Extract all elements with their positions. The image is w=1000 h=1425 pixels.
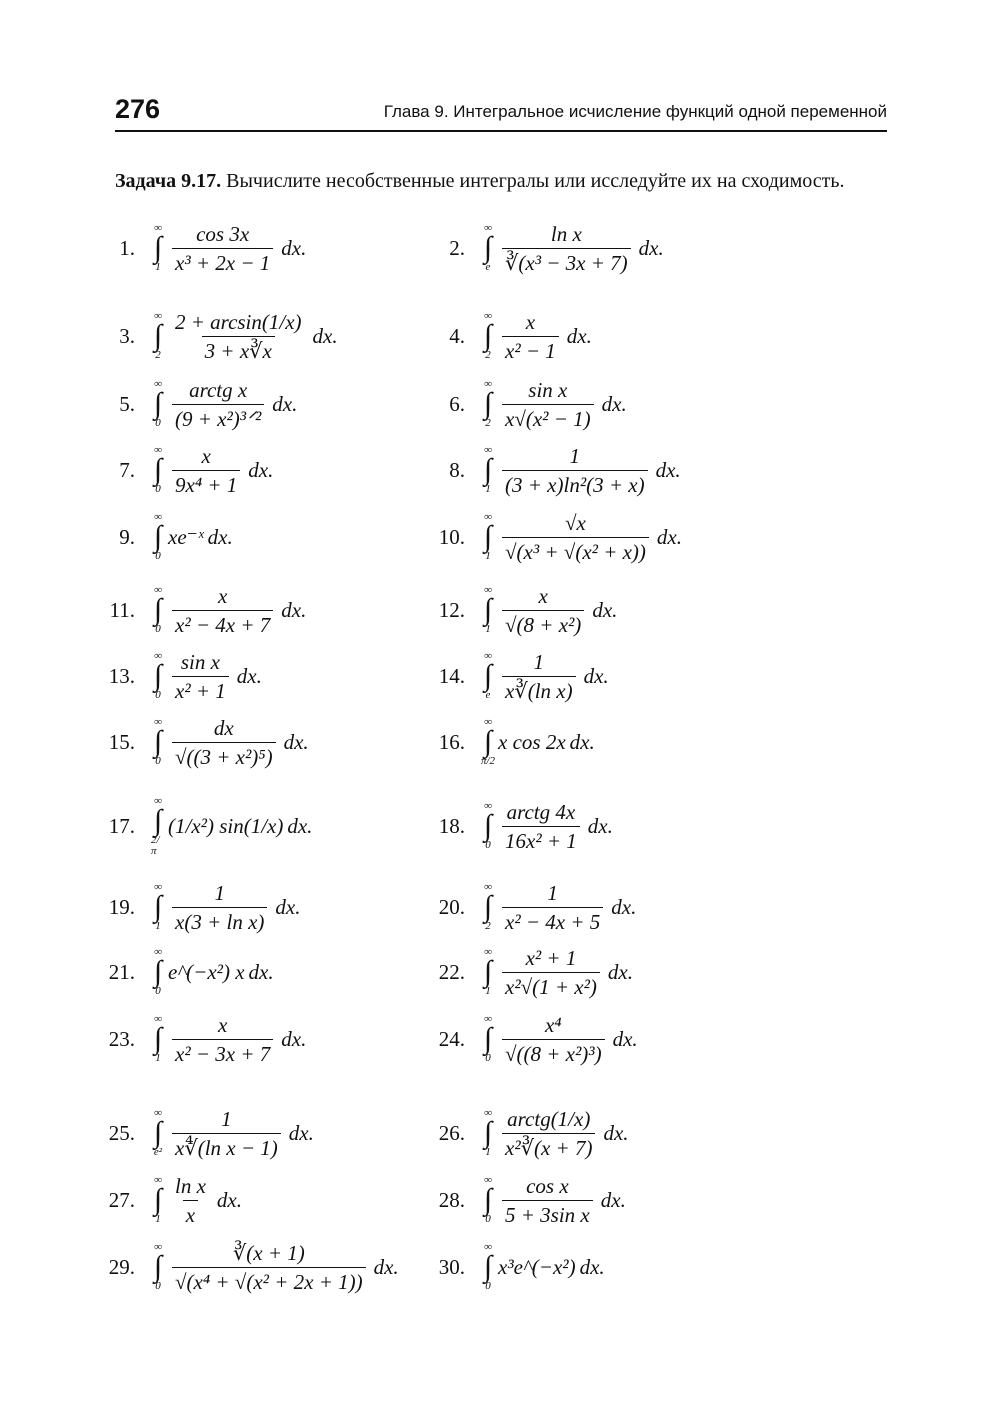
- integral-symbol: ∫: [483, 1022, 493, 1055]
- problem-item: [425, 801, 613, 851]
- lower-limit: 1: [155, 1213, 161, 1225]
- task-label: Задача 9.17.: [115, 170, 222, 192]
- problem-number: 18.: [438, 813, 465, 838]
- differential: dx.: [283, 729, 309, 754]
- problem-number: 26.: [438, 1120, 465, 1145]
- integral-symbol: ∫: [483, 319, 493, 352]
- fraction-numerator: 1: [569, 443, 581, 468]
- fraction-denominator: x² − 4x + 5: [502, 907, 603, 934]
- upper-limit: ∞: [154, 584, 162, 596]
- integral-symbol: ∫: [153, 1116, 163, 1149]
- lower-limit: e: [485, 261, 491, 273]
- problem-number: 27.: [108, 1187, 135, 1212]
- lower-limit: 0: [155, 985, 161, 997]
- problem-number: 21.: [108, 959, 135, 984]
- fraction-denominator: x: [183, 1200, 198, 1227]
- problem-item: [95, 1175, 242, 1225]
- upper-limit: ∞: [484, 650, 492, 662]
- integral-sign: [151, 379, 165, 429]
- problem-item: [425, 512, 682, 562]
- problem-item: [95, 794, 313, 857]
- fraction-numerator: ∛(x + 1): [232, 1240, 305, 1265]
- upper-limit: ∞: [154, 1174, 162, 1186]
- problem-number: 5.: [119, 391, 135, 416]
- problem-item: [425, 651, 609, 701]
- upper-limit: ∞: [154, 511, 162, 523]
- fraction-denominator: √(x⁴ + √(x² + 2x + 1)): [172, 1267, 366, 1294]
- integral-sign: [151, 1108, 165, 1158]
- fraction-numerator: cos 3x: [196, 221, 250, 246]
- problem-item: [95, 651, 262, 701]
- problem-item: [425, 947, 633, 997]
- integral-symbol: ∫: [483, 593, 493, 626]
- integrand-expression: (1/x²) sin(1/x): [168, 813, 284, 838]
- upper-limit: ∞: [154, 378, 162, 390]
- lower-limit: 0: [155, 689, 161, 701]
- upper-limit: ∞: [154, 1107, 162, 1119]
- fraction-numerator: ln x: [550, 221, 582, 246]
- differential: dx.: [236, 663, 262, 688]
- task-statement: [115, 168, 887, 194]
- integral-symbol: ∫: [153, 955, 163, 988]
- fraction: [502, 650, 576, 703]
- lower-limit: 0: [155, 550, 161, 562]
- integrand-expression: x³e^(−x²): [498, 1254, 576, 1279]
- fraction-denominator: √((3 + x²)⁵): [172, 742, 276, 769]
- integral-sign: [481, 801, 495, 851]
- differential: dx.: [207, 524, 233, 549]
- integral-symbol: ∫: [153, 890, 163, 923]
- upper-limit: ∞: [484, 584, 492, 596]
- fraction-numerator: sin x: [528, 377, 568, 402]
- problem-item: [425, 882, 636, 932]
- integral-symbol: ∫: [483, 1250, 493, 1283]
- integral-sign: [151, 311, 165, 361]
- integral-sign: [151, 651, 165, 701]
- fraction: [172, 1174, 209, 1227]
- problem-item: [425, 1175, 626, 1225]
- fraction: [502, 444, 648, 497]
- fraction-numerator: x: [217, 1012, 228, 1037]
- integral-sign: [481, 585, 495, 635]
- problem-item: [425, 1242, 605, 1292]
- lower-limit: 0: [485, 1052, 491, 1064]
- fraction-numerator: √x: [565, 510, 586, 535]
- upper-limit: ∞: [154, 1013, 162, 1025]
- upper-limit: ∞: [154, 794, 162, 807]
- integrand-expression: e^(−x²) x: [168, 959, 245, 984]
- upper-limit: ∞: [154, 881, 162, 893]
- fraction-numerator: sin x: [180, 649, 220, 674]
- fraction-denominator: 5 + 3sin x: [502, 1200, 593, 1227]
- problem-item: [95, 311, 338, 361]
- integral-symbol: ∫: [153, 725, 163, 758]
- fraction-denominator: 16x² + 1: [502, 826, 580, 853]
- problem-item: [95, 585, 306, 635]
- fraction-denominator: 9x⁴ + 1: [172, 470, 240, 497]
- differential: dx.: [272, 391, 298, 416]
- lower-limit: e: [485, 689, 491, 701]
- differential: dx.: [281, 597, 307, 622]
- fraction-denominator: x(3 + ln x): [172, 907, 267, 934]
- differential: dx.: [611, 894, 637, 919]
- fraction: [172, 378, 264, 431]
- problem-item: [95, 223, 306, 273]
- integral-sign: [481, 882, 495, 932]
- fraction-numerator: 1: [214, 880, 225, 905]
- integral-sign: [151, 512, 165, 562]
- problem-number: 1.: [119, 235, 135, 260]
- differential: dx.: [600, 1187, 626, 1212]
- integral-symbol: ∫: [153, 387, 163, 420]
- chapter-title: Глава 9. Интегральное исчисление функций одной переменной: [383, 102, 887, 121]
- integral-symbol: ∫: [483, 1183, 493, 1216]
- problem-item: [425, 379, 627, 429]
- problem-item: [95, 882, 300, 932]
- problem-number: 19.: [108, 894, 135, 919]
- fraction-denominator: x√(x² − 1): [502, 404, 594, 431]
- lower-limit: 0: [485, 839, 491, 851]
- differential: dx.: [607, 959, 633, 984]
- fraction-denominator: x² − 1: [502, 336, 559, 363]
- integrand-expression: xe⁻ˣ: [168, 524, 204, 549]
- problem-item: [95, 1242, 399, 1292]
- fraction: [502, 584, 584, 637]
- integral-sign: [481, 1014, 495, 1064]
- differential: dx.: [281, 235, 307, 260]
- lower-limit: π/2: [480, 755, 496, 767]
- integral-sign: [151, 223, 165, 273]
- upper-limit: ∞: [154, 1241, 162, 1253]
- integral-symbol: ∫: [153, 1022, 163, 1055]
- problem-number: 25.: [108, 1120, 135, 1145]
- lower-limit: 1: [485, 1146, 491, 1158]
- upper-limit: ∞: [484, 222, 492, 234]
- fraction: [172, 650, 229, 703]
- problem-number: 13.: [108, 663, 135, 688]
- fraction-numerator: dx: [213, 715, 234, 740]
- integral-sign: [151, 882, 165, 932]
- fraction-denominator: x³ + 2x − 1: [172, 248, 273, 275]
- fraction-denominator: √(x³ + √(x² + x)): [502, 537, 649, 564]
- fraction-numerator: x: [525, 309, 536, 334]
- upper-limit: ∞: [484, 946, 492, 958]
- integral-symbol: ∫: [483, 453, 493, 486]
- differential: dx.: [248, 959, 274, 984]
- fraction-numerator: x² + 1: [525, 945, 577, 970]
- problem-number: 30.: [438, 1254, 465, 1279]
- upper-limit: ∞: [484, 378, 492, 390]
- integral-sign: [481, 1242, 495, 1292]
- problem-number: 12.: [438, 597, 465, 622]
- problem-item: [95, 512, 233, 562]
- integral-symbol: ∫: [153, 1183, 163, 1216]
- upper-limit: ∞: [484, 444, 492, 456]
- upper-limit: ∞: [484, 1174, 492, 1186]
- differential: dx.: [569, 729, 595, 754]
- fraction-denominator: √(8 + x²): [502, 610, 584, 637]
- problem-number: 14.: [438, 663, 465, 688]
- lower-limit: 1: [485, 483, 491, 495]
- integral-symbol: ∫: [483, 1116, 493, 1149]
- lower-limit: 1: [485, 550, 491, 562]
- fraction-denominator: x²∛(x + 7): [502, 1133, 595, 1160]
- fraction: [172, 584, 273, 637]
- lower-limit: 0: [155, 483, 161, 495]
- fraction: [172, 1107, 281, 1160]
- fraction: [502, 1013, 605, 1066]
- lower-limit: 2: [485, 417, 491, 429]
- upper-limit: ∞: [154, 650, 162, 662]
- integral-sign: [481, 1108, 495, 1158]
- problem-number: 8.: [449, 457, 465, 482]
- fraction-numerator: x: [217, 583, 228, 608]
- problem-item: [95, 947, 274, 997]
- fraction: [502, 511, 649, 564]
- fraction-numerator: arctg x: [189, 377, 248, 402]
- differential: dx.: [275, 894, 301, 919]
- problem-item: [425, 311, 592, 361]
- integral-symbol: ∫: [483, 520, 493, 553]
- fraction-denominator: √((8 + x²)³): [502, 1039, 605, 1066]
- problem-number: 17.: [108, 813, 135, 838]
- problem-item: [95, 1108, 314, 1158]
- problem-item: [425, 585, 617, 635]
- lower-limit: 2: [485, 920, 491, 932]
- integral-sign: [481, 717, 495, 767]
- upper-limit: ∞: [484, 1013, 492, 1025]
- page-number: 276: [115, 94, 161, 124]
- fraction: [172, 444, 240, 497]
- problem-item: [95, 379, 297, 429]
- problem-number: 23.: [108, 1026, 135, 1051]
- problem-number: 22.: [438, 959, 465, 984]
- upper-limit: ∞: [484, 1241, 492, 1253]
- fraction: [172, 310, 305, 363]
- upper-limit: ∞: [484, 310, 492, 322]
- fraction: [502, 1107, 595, 1160]
- fraction-numerator: arctg 4x: [506, 799, 576, 824]
- problem-number: 10.: [438, 524, 465, 549]
- upper-limit: ∞: [154, 444, 162, 456]
- differential: dx.: [656, 524, 682, 549]
- upper-limit: ∞: [154, 946, 162, 958]
- differential: dx.: [655, 457, 681, 482]
- fraction-numerator: 1: [221, 1106, 232, 1131]
- fraction-denominator: (3 + x)ln²(3 + x): [502, 470, 648, 497]
- fraction: [172, 716, 276, 769]
- problem-number: 28.: [438, 1187, 465, 1212]
- problem-item: [425, 717, 595, 767]
- integral-sign: [151, 1175, 165, 1225]
- problem-item: [95, 717, 309, 767]
- problem-item: [425, 1014, 638, 1064]
- differential: dx.: [603, 1120, 629, 1145]
- fraction-numerator: arctg(1/x): [507, 1106, 591, 1131]
- lower-limit: 2/π: [151, 833, 160, 857]
- integral-sign: [481, 445, 495, 495]
- integral-sign: [151, 1242, 165, 1292]
- problem-number: 16.: [438, 729, 465, 754]
- lower-limit: 1: [485, 985, 491, 997]
- fraction-denominator: x² − 3x + 7: [172, 1039, 273, 1066]
- integral-symbol: ∫: [153, 659, 163, 692]
- lower-limit: 0: [485, 1213, 491, 1225]
- fraction: [502, 1174, 593, 1227]
- integral-sign: [481, 512, 495, 562]
- integral-sign: [151, 585, 165, 635]
- integral-symbol: ∫: [483, 725, 493, 758]
- differential: dx.: [592, 597, 618, 622]
- fraction: [502, 222, 631, 275]
- fraction: [502, 881, 603, 934]
- lower-limit: 0: [485, 1280, 491, 1292]
- fraction-numerator: x⁴: [544, 1012, 562, 1037]
- integral-sign: [481, 311, 495, 361]
- integral-sign: [151, 947, 165, 997]
- fraction-denominator: 3 + x∛x: [202, 336, 275, 363]
- integral-sign: [481, 223, 495, 273]
- problem-number: 7.: [119, 457, 135, 482]
- differential: dx.: [583, 663, 609, 688]
- differential: dx.: [287, 813, 313, 838]
- integral-symbol: ∫: [483, 659, 493, 692]
- lower-limit: 1: [155, 1052, 161, 1064]
- integral-symbol: ∫: [153, 453, 163, 486]
- upper-limit: ∞: [484, 800, 492, 812]
- lower-limit: 2: [155, 349, 161, 361]
- differential: dx.: [312, 323, 338, 348]
- task-text: Вычислите несобственные интегралы или исследуйте их на сходимость.: [226, 170, 845, 192]
- differential: dx.: [373, 1254, 399, 1279]
- fraction-denominator: ∛(x³ − 3x + 7): [502, 248, 631, 275]
- integral-symbol: ∫: [483, 890, 493, 923]
- fraction: [502, 946, 600, 999]
- integral-symbol: ∫: [153, 319, 163, 352]
- fraction-denominator: x² − 4x + 7: [172, 610, 273, 637]
- integral-sign: [481, 379, 495, 429]
- integral-sign: [481, 947, 495, 997]
- integral-symbol: ∫: [153, 231, 163, 264]
- upper-limit: ∞: [154, 716, 162, 728]
- page-header: [115, 94, 887, 132]
- integrand-expression: x cos 2x: [498, 729, 566, 754]
- fraction-numerator: cos x: [526, 1173, 569, 1198]
- fraction: [502, 378, 594, 431]
- upper-limit: ∞: [154, 310, 162, 322]
- integral-symbol: ∫: [483, 387, 493, 420]
- integral-symbol: ∫: [153, 520, 163, 553]
- upper-limit: ∞: [484, 881, 492, 893]
- problem-number: 20.: [438, 894, 465, 919]
- upper-limit: ∞: [484, 716, 492, 728]
- lower-limit: 1: [485, 623, 491, 635]
- lower-limit: 0: [155, 755, 161, 767]
- integral-sign: [481, 651, 495, 701]
- lower-limit: 2: [485, 349, 491, 361]
- fraction-numerator: x: [538, 583, 548, 608]
- fraction: [502, 310, 559, 363]
- problem-number: 9.: [119, 524, 135, 549]
- integral-symbol: ∫: [153, 593, 163, 626]
- fraction-numerator: 1: [533, 649, 545, 674]
- fraction-numerator: ln x: [175, 1173, 206, 1198]
- upper-limit: ∞: [154, 222, 162, 234]
- integral-sign: [151, 796, 165, 857]
- lower-limit: 0: [155, 623, 161, 635]
- problem-number: 6.: [449, 391, 465, 416]
- problem-number: 15.: [108, 729, 135, 754]
- problem-item: [95, 1014, 306, 1064]
- problem-number: 24.: [438, 1026, 465, 1051]
- fraction-numerator: 2 + arcsin(1/x): [175, 309, 302, 334]
- integral-sign: [481, 1175, 495, 1225]
- fraction-denominator: x∛(ln x): [502, 676, 576, 703]
- fraction-denominator: x² + 1: [172, 676, 229, 703]
- fraction-numerator: 1: [547, 880, 558, 905]
- problem-item: [425, 1108, 629, 1158]
- fraction-denominator: (9 + x²)³ᐟ²: [172, 404, 264, 431]
- problem-item: [425, 445, 681, 495]
- problem-item: [425, 223, 664, 273]
- lower-limit: 0: [155, 1280, 161, 1292]
- differential: dx.: [579, 1254, 605, 1279]
- differential: dx.: [281, 1026, 307, 1051]
- fraction-numerator: x: [201, 443, 211, 468]
- problem-number: 3.: [119, 323, 135, 348]
- lower-limit: 1: [155, 920, 161, 932]
- integral-sign: [151, 1014, 165, 1064]
- problem-item: [95, 445, 273, 495]
- integral-symbol: ∫: [153, 803, 163, 837]
- problem-number: 2.: [449, 235, 465, 260]
- fraction-denominator: x∜(ln x − 1): [172, 1133, 281, 1160]
- upper-limit: ∞: [484, 511, 492, 523]
- integral-symbol: ∫: [483, 955, 493, 988]
- problem-number: 29.: [108, 1254, 135, 1279]
- lower-limit: 0: [155, 417, 161, 429]
- differential: dx.: [248, 457, 274, 482]
- differential: dx.: [638, 235, 664, 260]
- fraction: [502, 800, 580, 853]
- fraction: [172, 1013, 273, 1066]
- fraction: [172, 1241, 366, 1294]
- differential: dx.: [566, 323, 592, 348]
- upper-limit: ∞: [484, 1107, 492, 1119]
- differential: dx.: [601, 391, 627, 416]
- problem-number: 11.: [109, 597, 135, 622]
- integral-sign: [151, 717, 165, 767]
- fraction-denominator: x²√(1 + x²): [502, 972, 600, 999]
- integral-sign: [151, 445, 165, 495]
- differential: dx.: [216, 1187, 242, 1212]
- lower-limit: 1: [155, 261, 161, 273]
- problem-number: 4.: [449, 323, 465, 348]
- differential: dx.: [288, 1120, 314, 1145]
- differential: dx.: [612, 1026, 638, 1051]
- fraction: [172, 881, 267, 934]
- fraction: [172, 222, 273, 275]
- lower-limit: e²: [153, 1146, 163, 1158]
- differential: dx.: [587, 813, 613, 838]
- integral-symbol: ∫: [153, 1250, 163, 1283]
- integral-symbol: ∫: [483, 231, 493, 264]
- integral-symbol: ∫: [483, 809, 493, 842]
